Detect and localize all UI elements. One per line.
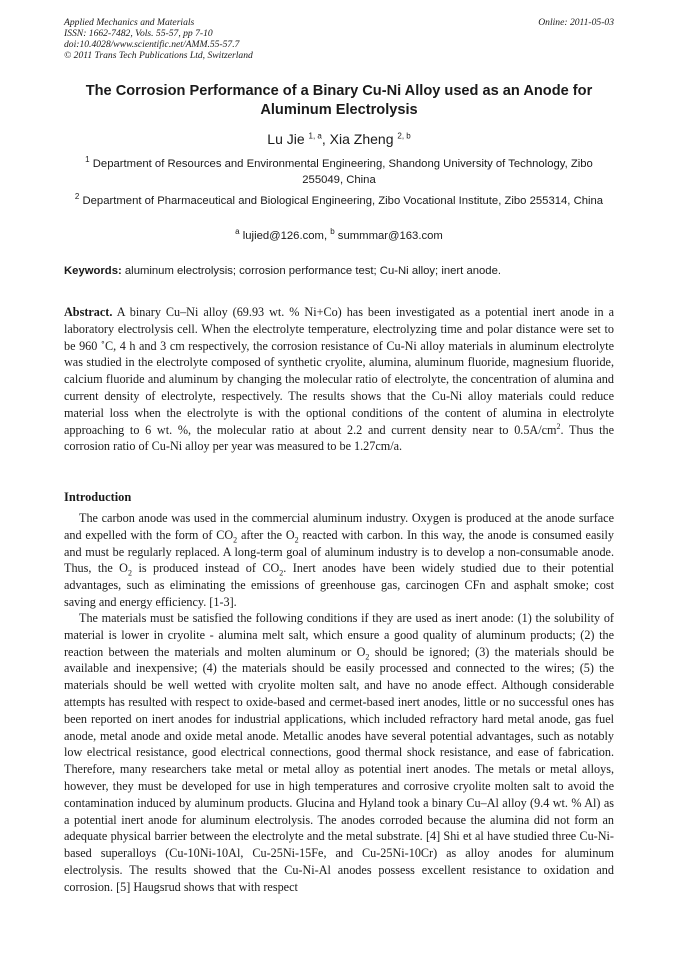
subscript: 2	[365, 652, 370, 662]
email-a-marker: a	[235, 227, 240, 237]
abstract-superscript: 2	[556, 421, 561, 431]
keywords-text: aluminum electrolysis; corrosion performance test; Cu-Ni alloy; inert anode.	[121, 265, 501, 277]
abstract-label: Abstract.	[64, 305, 113, 319]
affiliation-number: 2	[74, 192, 80, 202]
abstract	[64, 304, 614, 455]
abstract-text-1: A binary Cu–Ni alloy (69.93 wt. % Ni+Co) has been investigated as a potential inert anode in a laboratory electrolysis cell. When the electrolyte temperature, electrolyzing time and polar distance were set to be 960 ˚C, 4 h and 3 cm respectively, the corrosion resistance of Cu-Ni alloy materials in aluminum electrolyte was studied in the electrolyte composed of synthetic cryolite, alumina, aluminum fluoride, magnesium fluoride, calcium fluoride and aluminum by changing the molecular ratio of electrolyte, the concentration of alumina and current density of electrolyte, respectively. The results shows that the Cu-Ni alloy materials could reduce material loss when the electrolyte is with the optional conditions of the content of alumina in electrolyte approaching to 6 wt. %, the molecular ratio at about 2.2 and current density near to 0.5A/cm	[64, 305, 614, 437]
subscript: 2	[128, 568, 132, 578]
keywords	[64, 265, 614, 277]
affiliation-number: 1	[85, 155, 90, 165]
journal-header	[64, 17, 253, 61]
text-run: The materials must be satisfied the following conditions if they are used as inert anode: (1) the solubility of material is lower in cryolite - alumina melt salt, which ensure a good quality of aluminum products; (2) the reaction between the materials and molten aluminum or O	[64, 611, 614, 659]
email-line	[64, 227, 614, 242]
online-date: Online: 2011-05-03	[538, 17, 614, 28]
affiliation-1	[64, 156, 614, 188]
author-2: Xia Zheng	[329, 131, 394, 147]
section-heading-introduction: Introduction	[64, 490, 132, 504]
paper-title: The Corrosion Performance of a Binary Cu-Ni Alloy used as an Anode for Aluminum Electrolysis	[85, 83, 593, 118]
intro-paragraph-2	[64, 610, 614, 896]
subscript: 2	[294, 535, 299, 545]
affiliation-text: Department of Resources and Environmental Engineering, Shandong University of Technology, Zibo 255049, China	[92, 158, 593, 186]
copyright-line: © 2011 Trans Tech Publications Ltd, Switzerland	[64, 50, 253, 61]
intro-paragraph-1	[64, 510, 614, 611]
email-b[interactable]: summmar@163.com	[334, 230, 443, 242]
text-run: after the O	[237, 527, 295, 542]
author-2-superscript: 2, b	[397, 131, 411, 141]
issn-line: ISSN: 1662-7482, Vols. 55-57, pp 7-10	[64, 28, 213, 39]
keywords-label: Keywords:	[64, 265, 122, 277]
text-run: The carbon anode was used in the commercial aluminum industry. Oxygen is produced at the anode surface and expelled with the form of CO	[64, 511, 614, 542]
journal-name: Applied Mechanics and Materials	[64, 17, 195, 28]
doi-line[interactable]: doi:10.4028/www.scientific.net/AMM.55-57.7	[64, 39, 240, 50]
text-run: should be ignored; (3) the materials should be available and inexpensive; (4) the materials should be easily processed and connected to the wires; (5) the materials should be well wetted with cryolite molten salt, and have no anode effect. Although considerable attempts has resulted with respect to oxide-based and cermet-based inert anodes, little or no successful ones has been reported on inert anodes for industrial applications, which included refractory hard metal anode, gas fuel anode, metal anode and oxide metal anode. Metallic anodes have several potential advantages, such as notably low electrical resistance, good electrical connections, good thermal shock resistance, and ease of fabrication. Therefore, many researchers take metal or metal alloy as potential inert anodes. The metals or metal alloys, however, they must be developed for use in high temperatures and corrosive cryolite molten salt to avoid the contamination induced by aluminum products. Glucina and Hyland took a binary Cu–Al alloy (9.4 wt. % Al) as a potential inert anode for aluminum electrolysis. The anodes corroded because the alumina did not form an adequate physical barrier between the electrolyte and the metal substrate. [4] Shi et al have studied three Cu-Ni-based superalloys (Cu-10Ni-10Al, Cu-25Ni-15Fe, and Cu-25Ni-10Cr) as alloy anodes for aluminum electrolysis. The results showed that the Cu-Ni-Al anodes possess excellent resistance to oxidation and corrosion. [5] Haugsrud shows that with respect	[64, 644, 614, 894]
author-1-superscript: 1, a	[308, 131, 322, 141]
affiliation-text: Department of Pharmaceutical and Biological Engineering, Zibo Vocational Institute, Zibo 255314, China	[82, 195, 604, 207]
text-run: reacted with carbon. In this way, the anode is consumed easily and must be regularly replaced. A long-term goal of aluminum industry is to develop a non-consumable anode. Thus, the O	[64, 527, 614, 576]
author-line	[54, 131, 624, 147]
text-run: is produced instead of CO	[132, 561, 280, 576]
text-run: . Inert anodes have been widely studied due to their potential advantages, such as eliminating the emissions of greenhouse gas, carcinogen CFn and asphalt smoke; cost saving and energy efficiency. [1-3].	[64, 561, 614, 609]
subscript: 2	[279, 568, 284, 578]
author-1: Lu Jie	[267, 131, 305, 147]
email-b-marker: b	[330, 227, 335, 237]
author-separator: ,	[321, 131, 330, 147]
affiliation-2	[64, 193, 614, 209]
subscript: 2	[233, 535, 238, 545]
email-a[interactable]: lujied@126.com,	[239, 230, 331, 242]
abstract-text-2: . Thus the corrosion ratio of Cu-Ni alloy per year was measured to be 1.27cm/a.	[64, 422, 614, 454]
